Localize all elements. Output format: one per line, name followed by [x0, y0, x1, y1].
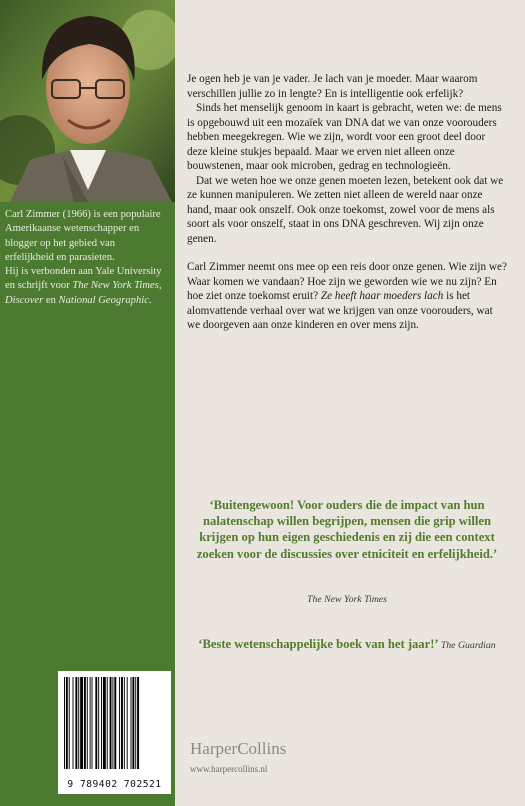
- author-portrait-icon: [0, 0, 175, 202]
- blurb-paragraph-3: Dat we weten hoe we onze genen moeten lezen, betekent ook dat we ze kunnen manipuleren. We zetten niet alleen de wereld naar onze hand, maar ook onszelf. Ook onze toekomst, zowel voor de mens als soort als voor onszelf, staat in ons DNA geschreven. Wij zijn onze genen.: [187, 174, 504, 245]
- back-cover-text: [175, 0, 525, 806]
- barcode-icon: [64, 677, 165, 769]
- isbn-number: 9 789402 702521: [67, 779, 162, 790]
- publisher-logo: HarperCollins: [190, 739, 287, 758]
- blurb-paragraph-2: Sinds het menselijk genoom in kaart is gebracht, weten we: de mens is opgebouwd uit een mozaïek van DNA dat we van onze voorouders hebben meegekregen. Wie we zijn, wordt voor een groot deel door deze kleine stukjes bepaald. Maar we erven niet alleen onze bouwstenen, maar ook microben, gedrag en technologieën.: [187, 102, 502, 172]
- bio-end: .: [148, 294, 152, 306]
- bio-line1: Carl Zimmer (1966) is een populaire Amerikaanse wetenschapper en blogger op het gebied van erfelijkheid en parasieten.: [5, 209, 161, 263]
- barcode: [58, 671, 171, 794]
- review-source-1: The New York Times: [307, 594, 387, 605]
- blurb-paragraph-1: Je ogen heb je van je vader. Je lach van je moeder. Maar waarom verschillen jullie zo in lengte? En is intelligentie ook erfelijk?: [187, 73, 478, 100]
- review-source-2: The Guardian: [440, 640, 496, 651]
- book-title-inline: Ze heeft haar moeders lach: [320, 290, 444, 302]
- bio-line2: [5, 265, 163, 308]
- bio-nyt: The New York Times: [72, 280, 159, 292]
- author-photo: [0, 0, 175, 202]
- review-quote-1: ‘Buitengewoon! Voor ouders die de impact van hun nalatenschap willen begrijpen, mensen die grip willen krijgen op hun eigen geschiedenis en zij die een context zoeken voor de discussies over etniciteit en erfelijkheid.’: [196, 498, 498, 561]
- review-quote-2: [183, 636, 511, 654]
- review-quote-2-text: ‘Beste wetenschappelijke boek van het jaar!’: [198, 637, 438, 651]
- blurb-p4-suffix: is het alomvattende verhaal over wat we krijgen van onze voorouders, wat we doorgeven aan onze kinderen en over mens zijn.: [187, 290, 493, 331]
- blurb-p4-prefix: Carl Zimmer neemt ons mee op een reis door onze genen. Wie zijn we? Waar komen we vandaan? Hoe zijn we geworden wie we nu zijn? En hoe ziet onze toekomst eruit?: [187, 261, 507, 302]
- bio-affiliation: Hij is verbonden aan Yale University en schrijft voor: [5, 266, 162, 292]
- sidebar: [0, 0, 175, 806]
- publisher-url[interactable]: www.harpercollins.nl: [190, 764, 268, 774]
- blurb-paragraph-4: [187, 260, 507, 333]
- bio-sep: ,: [158, 280, 162, 292]
- author-bio: [5, 208, 163, 308]
- bio-natgeo: National Geographic: [58, 294, 149, 306]
- blurb: [187, 72, 507, 333]
- bio-en: en: [43, 294, 59, 306]
- bio-discover: Discover: [5, 294, 44, 306]
